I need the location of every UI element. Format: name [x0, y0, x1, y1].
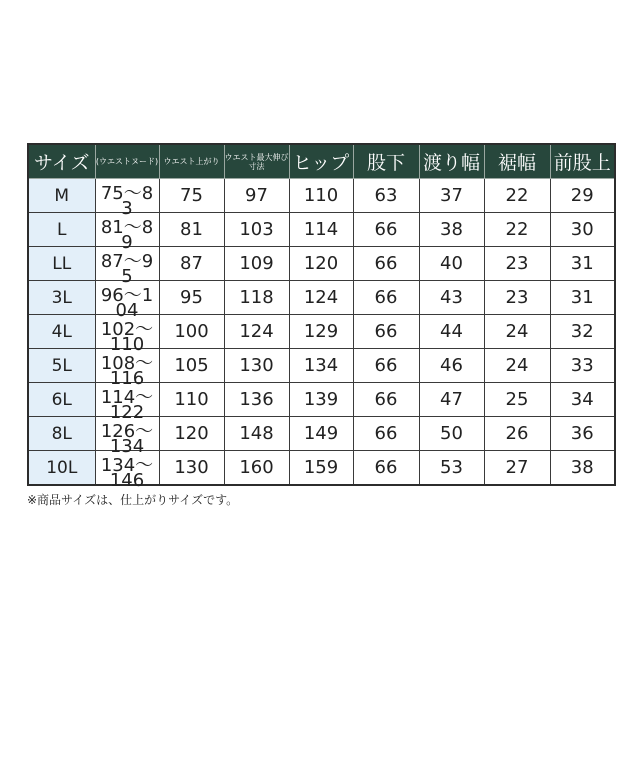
header-waist-rise: ウエスト上がり [159, 144, 224, 179]
cell-hip: 110 [289, 179, 353, 213]
waist-nude-value: 114〜122 [100, 387, 154, 423]
cell-waist-max: 160 [224, 451, 289, 486]
cell-waist-nude [95, 213, 159, 253]
cell-size: 4L [28, 315, 95, 349]
cell-front-rise: 31 [550, 281, 615, 315]
waist-nude-value: 102〜110 [100, 319, 154, 355]
cell-waist-max: 97 [224, 179, 289, 213]
cell-waist-rise: 130 [159, 451, 224, 486]
cell-hem: 24 [484, 349, 550, 383]
cell-waist-nude [95, 281, 159, 321]
cell-waist-rise: 95 [159, 281, 224, 315]
cell-front-rise: 30 [550, 213, 615, 247]
cell-hem: 26 [484, 417, 550, 451]
cell-front-rise: 29 [550, 179, 615, 213]
size-chart-table [27, 143, 616, 491]
cell-waist-max: 136 [224, 383, 289, 417]
cell-thigh: 50 [419, 417, 484, 451]
cell-hem: 22 [484, 213, 550, 247]
table-row [28, 383, 615, 417]
cell-waist-nude [95, 315, 159, 355]
waist-nude-value: 134〜146 [100, 455, 154, 491]
waist-nude-value: 87〜95 [100, 251, 154, 287]
cell-inseam: 66 [353, 247, 419, 281]
cell-waist-rise: 100 [159, 315, 224, 349]
cell-thigh: 38 [419, 213, 484, 247]
cell-waist-nude [95, 349, 159, 389]
header-row [28, 144, 615, 179]
waist-nude-value: 126〜134 [100, 421, 154, 457]
cell-hem: 23 [484, 247, 550, 281]
cell-hem: 23 [484, 281, 550, 315]
cell-hem: 24 [484, 315, 550, 349]
cell-front-rise: 34 [550, 383, 615, 417]
cell-inseam: 66 [353, 383, 419, 417]
table-row [28, 213, 615, 247]
cell-hip: 129 [289, 315, 353, 349]
cell-waist-rise: 81 [159, 213, 224, 247]
table-row [28, 451, 615, 486]
cell-inseam: 63 [353, 179, 419, 213]
cell-front-rise: 36 [550, 417, 615, 451]
cell-inseam: 66 [353, 417, 419, 451]
waist-nude-value: 75〜83 [100, 183, 154, 219]
header-front-rise: 前股上 [550, 144, 615, 179]
cell-thigh: 53 [419, 451, 484, 486]
cell-waist-max: 148 [224, 417, 289, 451]
cell-waist-rise: 110 [159, 383, 224, 417]
header-hem: 裾幅 [484, 144, 550, 179]
cell-waist-max: 109 [224, 247, 289, 281]
cell-waist-nude [95, 451, 159, 491]
cell-inseam: 66 [353, 349, 419, 383]
cell-size: L [28, 213, 95, 247]
waist-nude-value: 96〜104 [100, 285, 154, 321]
cell-waist-rise: 75 [159, 179, 224, 213]
cell-hip: 159 [289, 451, 353, 486]
cell-size: 3L [28, 281, 95, 315]
cell-waist-rise: 120 [159, 417, 224, 451]
cell-front-rise: 32 [550, 315, 615, 349]
cell-size: 10L [28, 451, 95, 486]
table-row [28, 417, 615, 451]
size-note: ※商品サイズは、仕上がりサイズです。 [27, 493, 239, 507]
cell-front-rise: 38 [550, 451, 615, 486]
cell-size: 5L [28, 349, 95, 383]
cell-waist-max: 124 [224, 315, 289, 349]
cell-waist-nude [95, 417, 159, 457]
cell-size: M [28, 179, 95, 213]
cell-thigh: 40 [419, 247, 484, 281]
table-row [28, 349, 615, 383]
cell-hip: 114 [289, 213, 353, 247]
cell-inseam: 66 [353, 213, 419, 247]
cell-thigh: 47 [419, 383, 484, 417]
cell-thigh: 43 [419, 281, 484, 315]
cell-waist-nude [95, 247, 159, 287]
header-waist-nude: (ウエストヌード) [95, 144, 159, 179]
cell-hip: 139 [289, 383, 353, 417]
table-row [28, 281, 615, 315]
cell-hip: 149 [289, 417, 353, 451]
cell-thigh: 46 [419, 349, 484, 383]
cell-hip: 120 [289, 247, 353, 281]
cell-hem: 27 [484, 451, 550, 486]
cell-size: 6L [28, 383, 95, 417]
cell-inseam: 66 [353, 315, 419, 349]
cell-inseam: 66 [353, 281, 419, 315]
header-thigh: 渡り幅 [419, 144, 484, 179]
cell-size: LL [28, 247, 95, 281]
header-waist-max: ウエスト最大伸び寸法 [224, 144, 289, 179]
cell-hip: 134 [289, 349, 353, 383]
table-row [28, 247, 615, 281]
cell-waist-rise: 105 [159, 349, 224, 383]
waist-nude-value: 108〜116 [100, 353, 154, 389]
cell-hem: 22 [484, 179, 550, 213]
cell-thigh: 44 [419, 315, 484, 349]
cell-waist-max: 118 [224, 281, 289, 315]
header-inseam: 股下 [353, 144, 419, 179]
cell-waist-rise: 87 [159, 247, 224, 281]
cell-waist-max: 103 [224, 213, 289, 247]
table-row [28, 179, 615, 213]
cell-size: 8L [28, 417, 95, 451]
cell-hip: 124 [289, 281, 353, 315]
header-hip: ヒップ [289, 144, 353, 179]
table-row [28, 315, 615, 349]
cell-thigh: 37 [419, 179, 484, 213]
cell-inseam: 66 [353, 451, 419, 486]
cell-waist-max: 130 [224, 349, 289, 383]
cell-front-rise: 31 [550, 247, 615, 281]
cell-front-rise: 33 [550, 349, 615, 383]
header-size: サイズ [28, 144, 95, 179]
cell-hem: 25 [484, 383, 550, 417]
cell-waist-nude [95, 179, 159, 219]
waist-nude-value: 81〜89 [100, 217, 154, 253]
cell-waist-nude [95, 383, 159, 423]
